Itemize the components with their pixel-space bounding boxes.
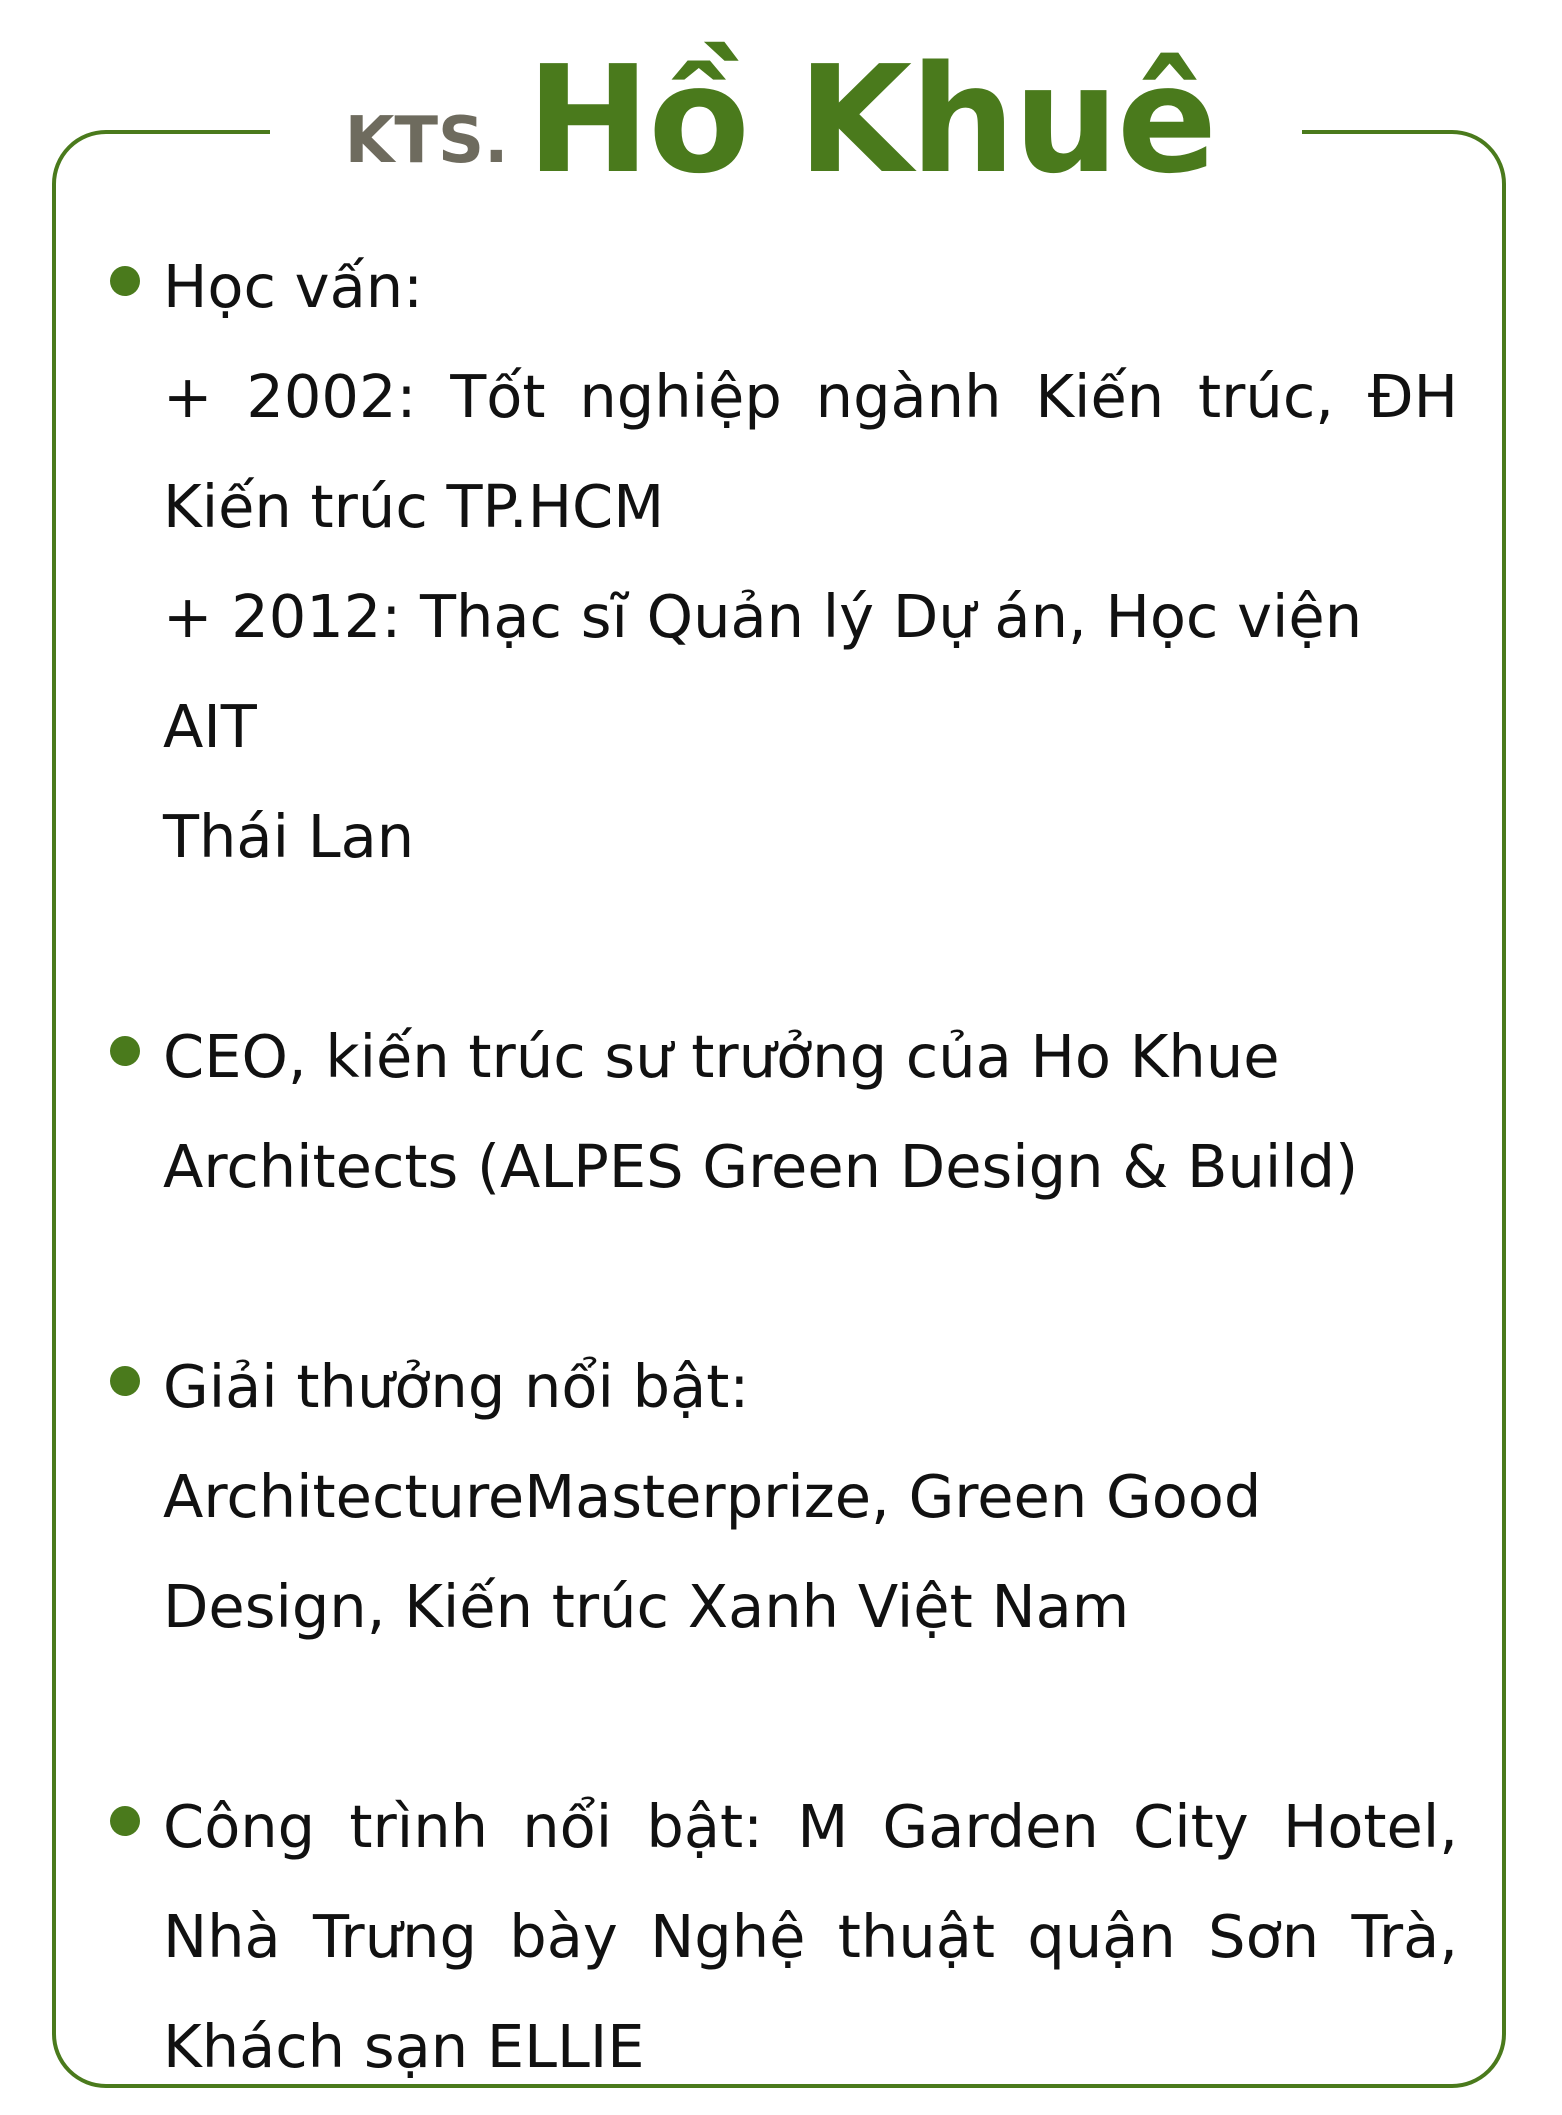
education-line: Thái Lan <box>163 802 415 871</box>
awards-heading: Giải thưởng nổi bật: <box>163 1352 750 1421</box>
position-line: Architects (ALPES Green Design & Build) <box>163 1132 1359 1201</box>
bullet-icon <box>110 1366 140 1396</box>
profile-title <box>300 34 1260 206</box>
position-line: CEO, kiến trúc sư trưởng của Ho Khue <box>163 1022 1280 1091</box>
education-heading: Học vấn: <box>163 252 423 321</box>
section-education <box>108 232 1458 892</box>
title-prefix: KTS. <box>344 104 509 178</box>
bullet-icon <box>110 1806 140 1836</box>
education-line: Kiến trúc TP.HCM <box>163 472 665 541</box>
projects-line: Khách sạn ELLIE <box>163 2012 645 2081</box>
section-awards <box>108 1332 1458 1662</box>
bullet-icon <box>110 1036 140 1066</box>
profile-content <box>108 232 1458 2102</box>
title-name: Hồ Khuê <box>526 34 1216 206</box>
projects-line: Công trình nổi bật: M Garden City Hotel, <box>163 1792 1458 1861</box>
education-line: + 2002: Tốt nghiệp ngành Kiến trúc, ĐH <box>163 362 1458 431</box>
section-position <box>108 1002 1458 1222</box>
bullet-icon <box>110 266 140 296</box>
section-projects <box>108 1772 1458 2102</box>
awards-line: Design, Kiến trúc Xanh Việt Nam <box>163 1572 1130 1641</box>
awards-line: ArchitectureMasterprize, Green Good <box>163 1462 1262 1531</box>
projects-line: Nhà Trưng bày Nghệ thuật quận Sơn Trà, <box>163 1902 1458 1971</box>
education-line: + 2012: Thạc sĩ Quản lý Dự án, Học viện AIT <box>163 582 1363 761</box>
